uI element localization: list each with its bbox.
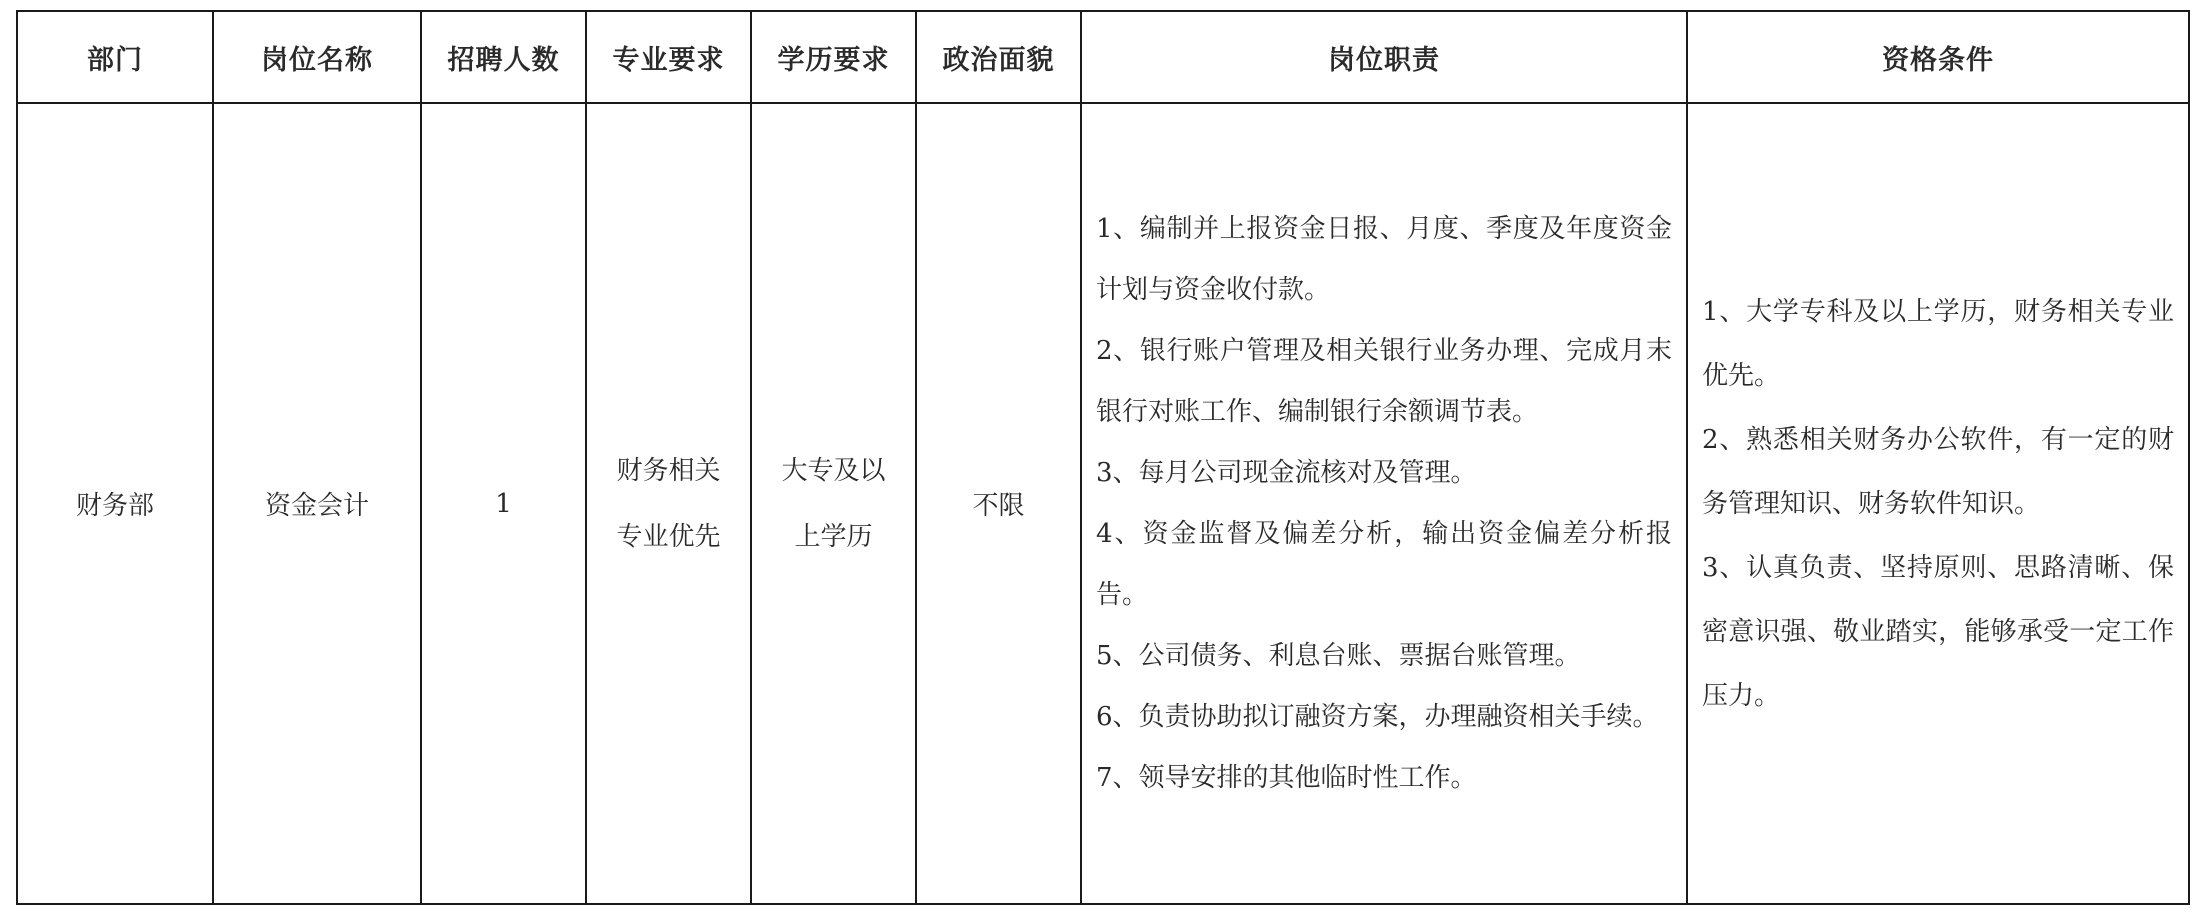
cell-political: 不限: [916, 103, 1081, 904]
major-line: 财务相关: [616, 455, 721, 486]
duty-item: 7、领导安排的其他临时性工作。: [1096, 762, 1477, 793]
duty-item: 4、资金监督及偏差分析，输出资金偏差分析报告。: [1096, 518, 1672, 610]
job-table-container: [16, 10, 2188, 905]
table-row: [17, 103, 2189, 904]
job-posting-table: [16, 10, 2190, 905]
header-political: 政治面貌: [916, 11, 1081, 103]
duty-item: 5、公司债务、利息台账、票据台账管理。: [1096, 640, 1581, 671]
qualification-item: 1、大学专科及以上学历，财务相关专业优先。: [1702, 296, 2174, 391]
duty-item: 6、负责协助拟订融资方案，办理融资相关手续。: [1096, 701, 1659, 732]
header-duties: 岗位职责: [1081, 11, 1687, 103]
header-row: [17, 11, 2189, 103]
header-major: 专业要求: [586, 11, 751, 103]
cell-headcount: 1: [421, 103, 586, 904]
header-position: 岗位名称: [213, 11, 421, 103]
cell-major: [586, 103, 751, 904]
header-education: 学历要求: [751, 11, 916, 103]
cell-qualifications: [1687, 103, 2189, 904]
education-line: 上学历: [794, 521, 873, 552]
header-headcount: 招聘人数: [421, 11, 586, 103]
cell-dept: 财务部: [17, 103, 213, 904]
cell-education: [751, 103, 916, 904]
duty-item: 1、编制并上报资金日报、月度、季度及年度资金计划与资金收付款。: [1096, 213, 1672, 305]
duty-item: 3、每月公司现金流核对及管理。: [1096, 457, 1477, 488]
major-line: 专业优先: [616, 521, 721, 552]
qualification-item: 3、认真负责、坚持原则、思路清晰、保密意识强、敬业踏实，能够承受一定工作压力。: [1702, 552, 2174, 711]
cell-duties: [1081, 103, 1687, 904]
education-line: 大专及以: [781, 455, 886, 486]
duty-item: 2、银行账户管理及相关银行业务办理、完成月末银行对账工作、编制银行余额调节表。: [1096, 335, 1672, 427]
cell-position: 资金会计: [213, 103, 421, 904]
qualification-item: 2、熟悉相关财务办公软件，有一定的财务管理知识、财务软件知识。: [1702, 424, 2174, 519]
header-dept: 部门: [17, 11, 213, 103]
header-qualifications: 资格条件: [1687, 11, 2189, 103]
